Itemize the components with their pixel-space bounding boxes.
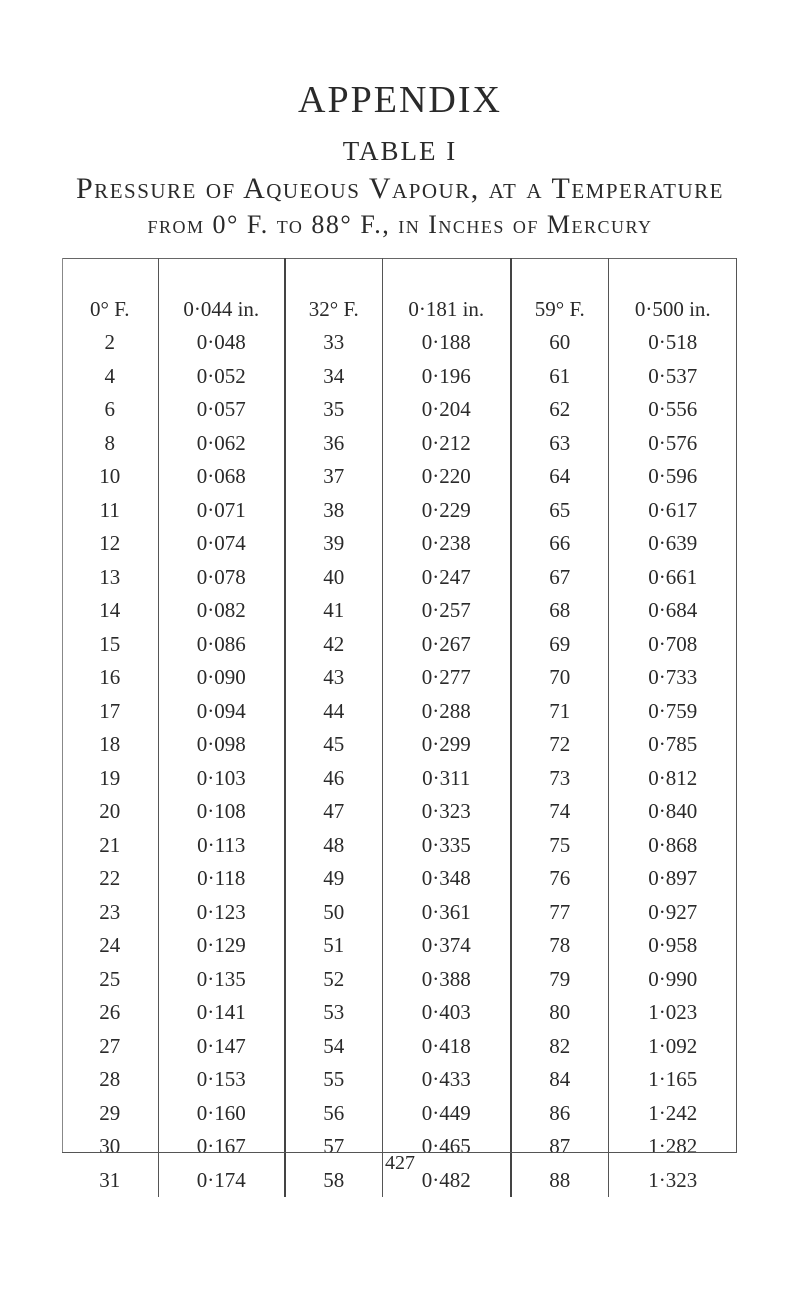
pressure-cell: 0·129 — [158, 929, 285, 963]
temp-cell: 49 — [285, 862, 382, 896]
temp-cell: 71 — [511, 695, 608, 729]
table-row — [62, 762, 737, 796]
temp-cell: 15 — [99, 631, 121, 656]
table-row — [62, 829, 737, 863]
pressure-cell: 0·057 — [158, 393, 285, 427]
pressure-cell: 0·108 — [158, 795, 285, 829]
pressure-cell: 0·135 — [158, 963, 285, 997]
pressure-cell: 0·958 — [608, 929, 737, 963]
temp-cell: 68 — [511, 594, 608, 628]
temp-cell: 60 — [511, 326, 608, 360]
table-row — [62, 594, 737, 628]
table-row — [62, 460, 737, 494]
temp-cell: 20 — [99, 799, 121, 824]
temp-cell: 12 — [99, 531, 121, 556]
pressure-cell: 0·374 — [382, 929, 511, 963]
pressure-cell: 0·160 — [158, 1097, 285, 1131]
pressure-cell: 0·141 — [158, 996, 285, 1030]
pressure-cell: 0·098 — [158, 728, 285, 762]
table-row — [62, 494, 737, 528]
pressure-cell: 0·044 in. — [158, 258, 285, 326]
temp-cell: 76 — [511, 862, 608, 896]
temp-cell: 58 — [285, 1164, 382, 1198]
temp-cell: 38 — [285, 494, 382, 528]
table-row — [62, 427, 737, 461]
temp-cell: 0° F. — [90, 297, 130, 321]
pressure-cell: 0·204 — [382, 393, 511, 427]
temp-cell: 79 — [511, 963, 608, 997]
table-row — [62, 862, 737, 896]
pressure-cell: 0·229 — [382, 494, 511, 528]
pressure-cell: 0·074 — [158, 527, 285, 561]
pressure-cell: 0·556 — [608, 393, 737, 427]
temp-cell: 52 — [285, 963, 382, 997]
pressure-cell: 0·123 — [158, 896, 285, 930]
pressure-cell: 0·500 in. — [608, 258, 737, 326]
temp-cell: 78 — [511, 929, 608, 963]
temp-cell: 50 — [285, 896, 382, 930]
pressure-cell: 0·257 — [382, 594, 511, 628]
temp-cell: 21 — [99, 832, 121, 857]
table-body — [62, 258, 737, 1197]
temp-cell: 55 — [285, 1063, 382, 1097]
temp-cell: 43 — [285, 661, 382, 695]
pressure-cell: 0·311 — [382, 762, 511, 796]
table-row — [62, 360, 737, 394]
temp-cell: 17 — [99, 698, 121, 723]
temp-cell: 45 — [285, 728, 382, 762]
temp-cell: 77 — [511, 896, 608, 930]
temp-cell: 8 — [104, 430, 115, 455]
temp-cell: 57 — [285, 1130, 382, 1164]
temp-cell: 23 — [99, 899, 121, 924]
table-row — [62, 963, 737, 997]
temp-cell: 67 — [511, 561, 608, 595]
pressure-cell: 0·082 — [158, 594, 285, 628]
temp-cell: 47 — [285, 795, 382, 829]
temp-cell: 75 — [511, 829, 608, 863]
temp-cell: 24 — [99, 933, 121, 958]
temp-cell: 48 — [285, 829, 382, 863]
table-row — [62, 1097, 737, 1131]
pressure-cell: 0·078 — [158, 561, 285, 595]
temp-cell: 37 — [285, 460, 382, 494]
pressure-cell: 0·897 — [608, 862, 737, 896]
pressure-cell: 0·277 — [382, 661, 511, 695]
pressure-cell: 0·238 — [382, 527, 511, 561]
pressure-cell: 0·267 — [382, 628, 511, 662]
pressure-cell: 0·113 — [158, 829, 285, 863]
pressure-cell: 0·094 — [158, 695, 285, 729]
pressure-cell: 0·684 — [608, 594, 737, 628]
pressure-cell: 0·174 — [158, 1164, 285, 1198]
table-row — [62, 795, 737, 829]
pressure-cell: 0·812 — [608, 762, 737, 796]
temp-cell: 26 — [99, 1000, 121, 1025]
temp-cell: 63 — [511, 427, 608, 461]
temp-cell: 44 — [285, 695, 382, 729]
appendix-heading: APPENDIX — [298, 79, 502, 121]
temp-cell: 64 — [511, 460, 608, 494]
temp-cell: 40 — [285, 561, 382, 595]
temp-cell: 31 — [99, 1167, 121, 1192]
pressure-cell: 0·220 — [382, 460, 511, 494]
table-row — [62, 661, 737, 695]
table-row — [62, 896, 737, 930]
temp-cell: 27 — [99, 1033, 121, 1058]
pressure-cell: 0·068 — [158, 460, 285, 494]
temp-cell: 19 — [99, 765, 121, 790]
pressure-cell: 0·639 — [608, 527, 737, 561]
temp-cell: 11 — [99, 497, 120, 522]
temp-cell: 14 — [99, 598, 121, 623]
pressure-cell: 0·052 — [158, 360, 285, 394]
pressure-cell: 0·147 — [158, 1030, 285, 1064]
pressure-cell: 0·708 — [608, 628, 737, 662]
temp-cell: 42 — [285, 628, 382, 662]
pressure-cell: 1·282 — [608, 1130, 737, 1164]
temp-cell: 46 — [285, 762, 382, 796]
temp-cell: 59° F. — [511, 258, 608, 326]
pressure-cell: 0·188 — [382, 326, 511, 360]
pressure-cell: 0·299 — [382, 728, 511, 762]
pressure-cell: 0·465 — [382, 1130, 511, 1164]
pressure-cell: 0·596 — [608, 460, 737, 494]
table-title-line-2: from 0° F. to 88° F., in Inches of Mercury — [147, 210, 653, 239]
pressure-cell: 1·165 — [608, 1063, 737, 1097]
pressure-cell: 0·118 — [158, 862, 285, 896]
table-row — [62, 695, 737, 729]
temp-cell: 69 — [511, 628, 608, 662]
pressure-cell: 0·048 — [158, 326, 285, 360]
temp-cell: 54 — [285, 1030, 382, 1064]
table-row — [62, 1063, 737, 1097]
temp-cell: 82 — [511, 1030, 608, 1064]
table-title-line-1: Pressure of Aqueous Vapour, at a Temperature — [76, 172, 724, 205]
pressure-cell: 1·092 — [608, 1030, 737, 1064]
temp-cell: 73 — [511, 762, 608, 796]
table-row — [62, 258, 737, 326]
temp-cell: 70 — [511, 661, 608, 695]
temp-cell: 80 — [511, 996, 608, 1030]
temp-cell: 39 — [285, 527, 382, 561]
temp-cell: 33 — [285, 326, 382, 360]
pressure-cell: 0·733 — [608, 661, 737, 695]
pressure-cell: 0·181 in. — [382, 258, 511, 326]
temp-cell: 86 — [511, 1097, 608, 1131]
table-row — [62, 996, 737, 1030]
pressure-cell: 0·323 — [382, 795, 511, 829]
temp-cell: 74 — [511, 795, 608, 829]
pressure-cell: 0·518 — [608, 326, 737, 360]
table-number: TABLE I — [342, 136, 458, 166]
pressure-cell: 0·418 — [382, 1030, 511, 1064]
pressure-cell: 0·868 — [608, 829, 737, 863]
pressure-cell: 0·661 — [608, 561, 737, 595]
pressure-cell: 0·433 — [382, 1063, 511, 1097]
temp-cell: 32° F. — [285, 258, 382, 326]
temp-cell: 65 — [511, 494, 608, 528]
temp-cell: 18 — [99, 732, 121, 757]
pressure-cell: 0·990 — [608, 963, 737, 997]
temp-cell: 66 — [511, 527, 608, 561]
pressure-cell: 0·086 — [158, 628, 285, 662]
page-number: 427 — [385, 1152, 415, 1174]
pressure-cell: 1·023 — [608, 996, 737, 1030]
pressure-cell: 0·482 — [382, 1164, 511, 1198]
table-row — [62, 527, 737, 561]
pressure-cell: 0·167 — [158, 1130, 285, 1164]
temp-cell: 2 — [104, 330, 115, 355]
pressure-cell: 0·927 — [608, 896, 737, 930]
table-row — [62, 393, 737, 427]
temp-cell: 36 — [285, 427, 382, 461]
table-row — [62, 728, 737, 762]
temp-cell: 84 — [511, 1063, 608, 1097]
temp-cell: 13 — [99, 564, 121, 589]
table-row — [62, 326, 737, 360]
pressure-cell: 0·388 — [382, 963, 511, 997]
pressure-cell: 0·062 — [158, 427, 285, 461]
pressure-cell: 0·617 — [608, 494, 737, 528]
pressure-cell: 0·840 — [608, 795, 737, 829]
temp-cell: 87 — [511, 1130, 608, 1164]
temp-cell: 6 — [104, 397, 115, 422]
temp-cell: 25 — [99, 966, 121, 991]
pressure-cell: 0·537 — [608, 360, 737, 394]
temp-cell: 56 — [285, 1097, 382, 1131]
pressure-cell: 0·335 — [382, 829, 511, 863]
pressure-cell: 0·247 — [382, 561, 511, 595]
table-row — [62, 561, 737, 595]
pressure-cell: 0·785 — [608, 728, 737, 762]
vapour-pressure-table — [62, 258, 737, 1197]
pressure-cell: 0·348 — [382, 862, 511, 896]
pressure-cell: 0·071 — [158, 494, 285, 528]
temp-cell: 53 — [285, 996, 382, 1030]
pressure-cell: 0·090 — [158, 661, 285, 695]
temp-cell: 41 — [285, 594, 382, 628]
temp-cell: 30 — [99, 1134, 121, 1159]
temp-cell: 22 — [99, 866, 121, 891]
temp-cell: 16 — [99, 665, 121, 690]
table-row — [62, 628, 737, 662]
table-row — [62, 1030, 737, 1064]
pressure-cell: 0·576 — [608, 427, 737, 461]
pressure-cell: 0·449 — [382, 1097, 511, 1131]
pressure-cell: 0·759 — [608, 695, 737, 729]
pressure-cell: 0·361 — [382, 896, 511, 930]
temp-cell: 29 — [99, 1100, 121, 1125]
temp-cell: 4 — [104, 363, 115, 388]
temp-cell: 88 — [511, 1164, 608, 1198]
table-row — [62, 929, 737, 963]
pressure-cell: 0·103 — [158, 762, 285, 796]
temp-cell: 28 — [99, 1067, 121, 1092]
temp-cell: 10 — [99, 464, 121, 489]
temp-cell: 72 — [511, 728, 608, 762]
pressure-cell: 0·403 — [382, 996, 511, 1030]
temp-cell: 34 — [285, 360, 382, 394]
temp-cell: 62 — [511, 393, 608, 427]
temp-cell: 35 — [285, 393, 382, 427]
pressure-cell: 1·242 — [608, 1097, 737, 1131]
pressure-cell: 1·323 — [608, 1164, 737, 1198]
temp-cell: 61 — [511, 360, 608, 394]
pressure-cell: 0·153 — [158, 1063, 285, 1097]
pressure-cell: 0·288 — [382, 695, 511, 729]
pressure-cell: 0·212 — [382, 427, 511, 461]
pressure-cell: 0·196 — [382, 360, 511, 394]
temp-cell: 51 — [285, 929, 382, 963]
